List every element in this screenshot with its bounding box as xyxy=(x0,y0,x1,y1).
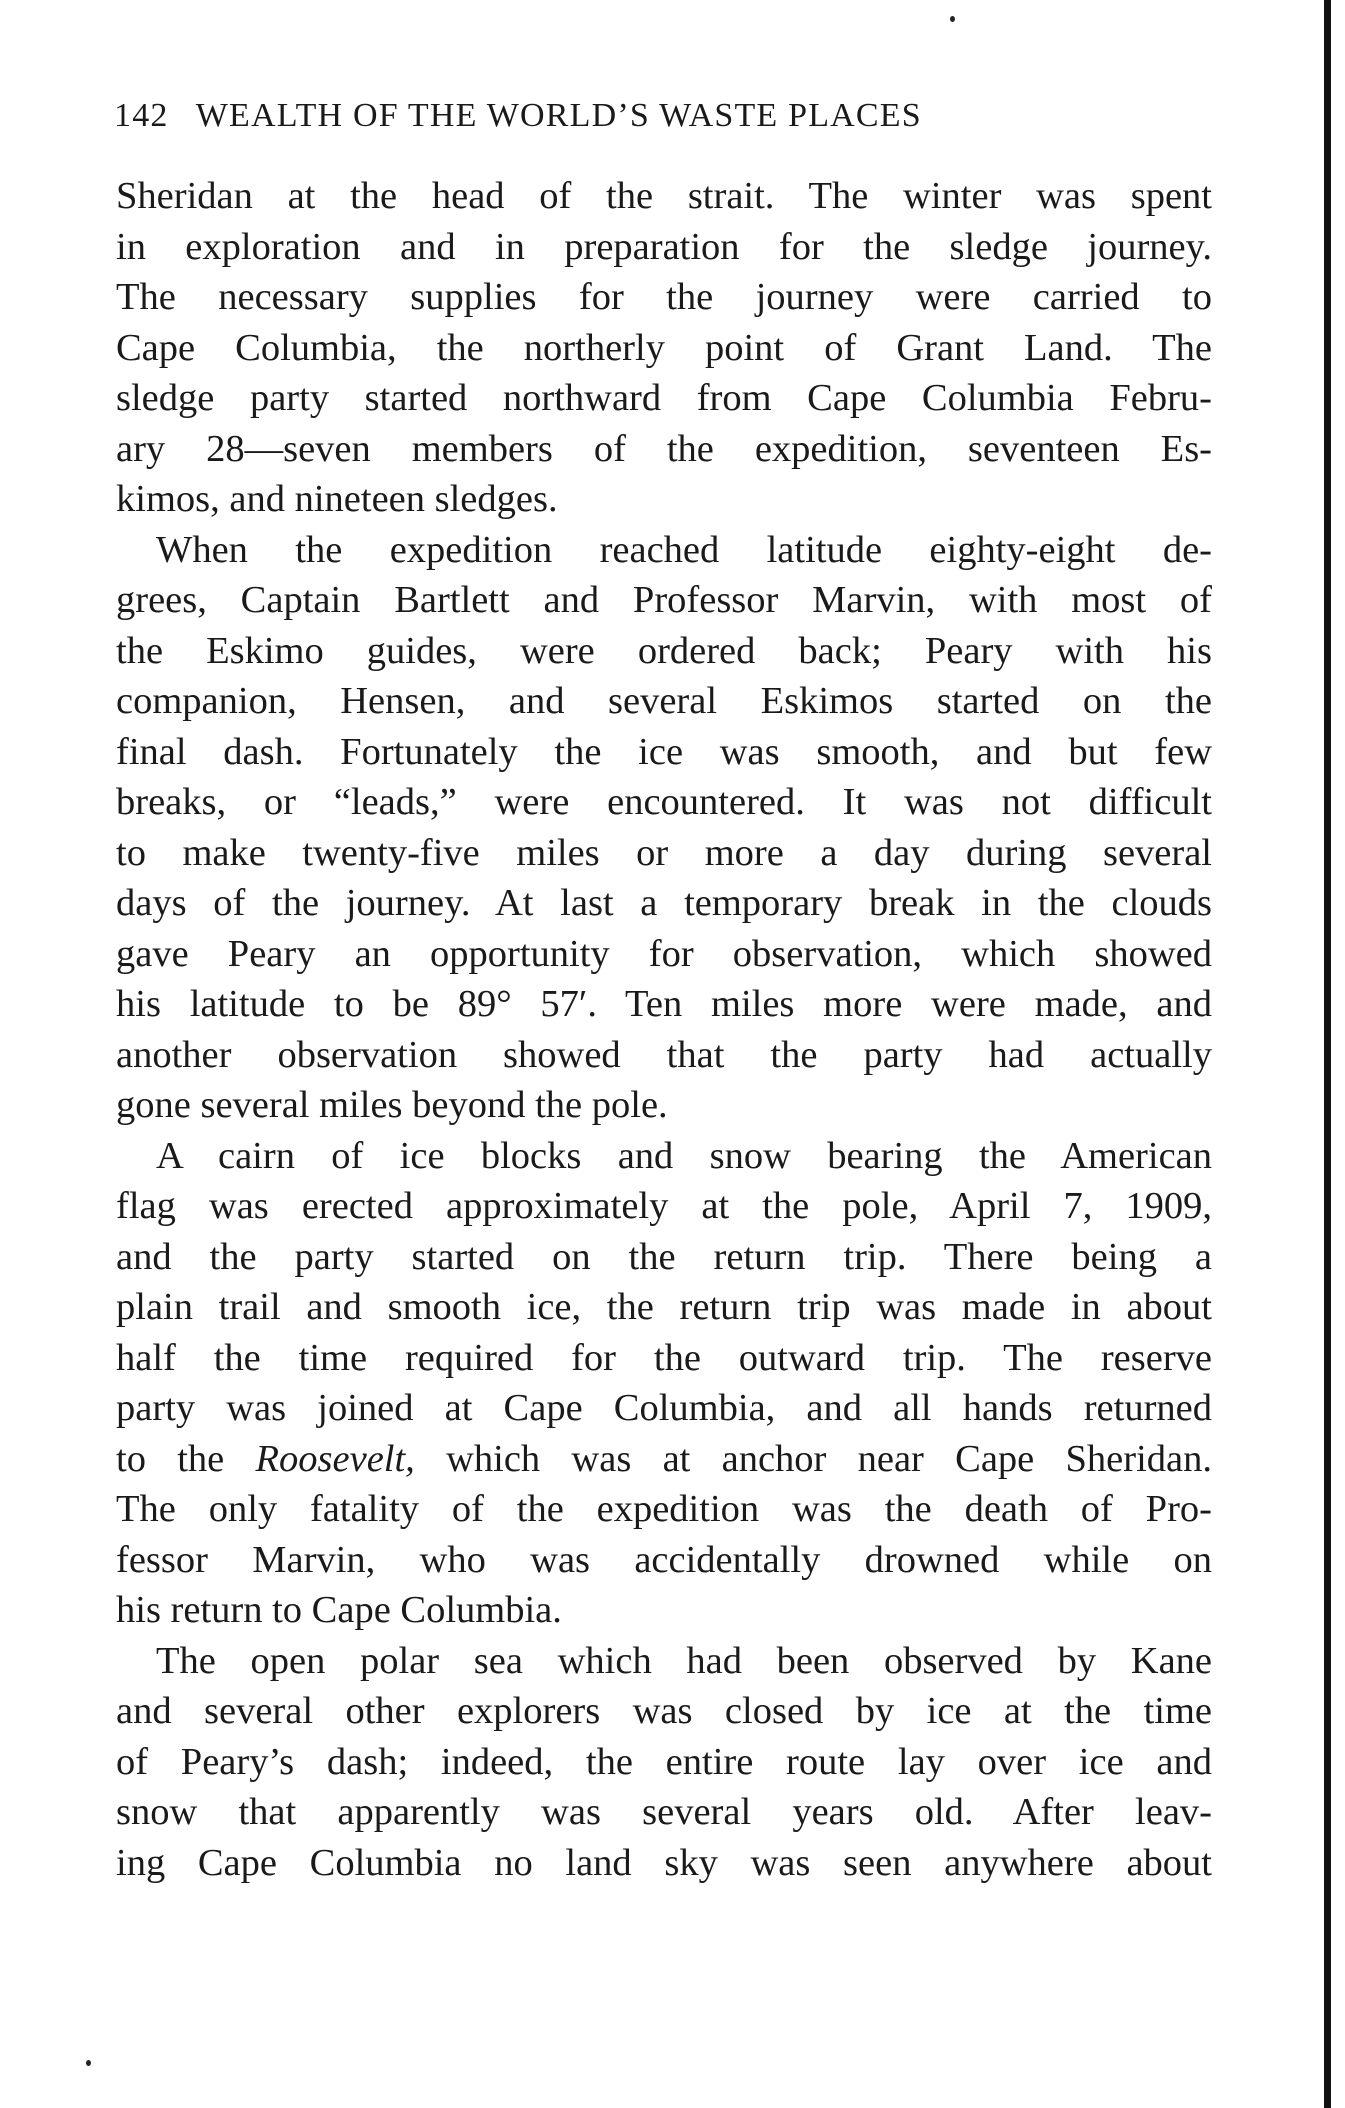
text-line: of Peary’s dash; indeed, the entire route lay over ice and xyxy=(116,1740,1212,1783)
text-line: Cape Columbia, the northerly point of Grant Land. The xyxy=(116,326,1212,369)
text-line: The only fatality of the expedition was the death of Pro- xyxy=(116,1488,1212,1530)
text-line: kimos, and nineteen sledges. xyxy=(116,478,558,520)
text-line: A cairn of ice blocks and snow bearing the American xyxy=(156,1134,1212,1177)
text-fragment: which was at anchor near Cape Sheridan. xyxy=(414,1437,1212,1480)
text-line: breaks, or “leads,” were encountered. It was not difficult xyxy=(116,781,1212,823)
text-line: days of the journey. At last a temporary break in the clouds xyxy=(116,882,1212,924)
text-line: another observation showed that the party had actually xyxy=(116,1033,1212,1076)
page-number: 142 xyxy=(114,97,169,134)
text-line: flag was erected approximately at the pole, April 7, 1909, xyxy=(116,1185,1212,1227)
text-line: party was joined at Cape Columbia, and all hands returned xyxy=(116,1387,1212,1429)
paragraph-4 xyxy=(116,1636,1212,1889)
text-line: final dash. Fortunately the ice was smooth, and but few xyxy=(116,730,1212,773)
paragraph-2 xyxy=(116,525,1212,1131)
scan-speck xyxy=(86,2060,91,2066)
text-line: in exploration and in preparation for the sledge journey. xyxy=(116,225,1212,268)
text-line: ary 28—seven members of the expedition, seventeen Es- xyxy=(116,427,1212,470)
paragraph-3 xyxy=(116,1131,1212,1636)
text-line: sledge party started northward from Cape Columbia Febru- xyxy=(116,377,1212,419)
text-line: and the party started on the return trip. There being a xyxy=(116,1235,1212,1278)
text-line: The necessary supplies for the journey were carried to xyxy=(116,276,1212,318)
text-line: grees, Captain Bartlett and Professor Marvin, with most of xyxy=(116,579,1212,621)
text-line: gave Peary an opportunity for observation, which showed xyxy=(116,932,1212,975)
text-line-with-italic xyxy=(116,1434,1212,1485)
text-line: and several other explorers was closed by ice at the time xyxy=(116,1690,1212,1732)
text-line: plain trail and smooth ice, the return trip was made in about xyxy=(116,1286,1212,1328)
text-line: companion, Hensen, and several Eskimos started on the xyxy=(116,680,1212,722)
running-head-title: WEALTH OF THE WORLD’S WASTE PLACES xyxy=(195,97,922,134)
text-line: his return to Cape Columbia. xyxy=(116,1589,562,1631)
text-fragment: to the xyxy=(116,1437,256,1480)
scan-edge-shadow xyxy=(1324,0,1331,2108)
text-line: to make twenty-five miles or more a day during several xyxy=(116,831,1212,874)
text-line: the Eskimo guides, were ordered back; Peary with his xyxy=(116,629,1212,672)
text-line: The open polar sea which had been observed by Kane xyxy=(156,1639,1212,1682)
text-line: gone several miles beyond the pole. xyxy=(116,1084,668,1126)
text-line: fessor Marvin, who was accidentally drowned while on xyxy=(116,1538,1212,1581)
text-line: When the expedition reached latitude eighty-eight de- xyxy=(156,528,1212,571)
ship-name-italic: Roosevelt, xyxy=(255,1437,415,1480)
scan-speck xyxy=(950,16,955,22)
text-line: his latitude to be 89° 57′. Ten miles more were made, and xyxy=(116,983,1212,1025)
text-line: half the time required for the outward trip. The reserve xyxy=(116,1336,1212,1379)
text-line: Sheridan at the head of the strait. The winter was spent xyxy=(116,175,1212,217)
paragraph-1 xyxy=(116,171,1212,525)
text-line: snow that apparently was several years old. After leav- xyxy=(116,1791,1212,1833)
text-line: ing Cape Columbia no land sky was seen anywhere about xyxy=(116,1841,1212,1884)
body-text xyxy=(116,171,1212,1888)
running-head xyxy=(114,96,1214,136)
